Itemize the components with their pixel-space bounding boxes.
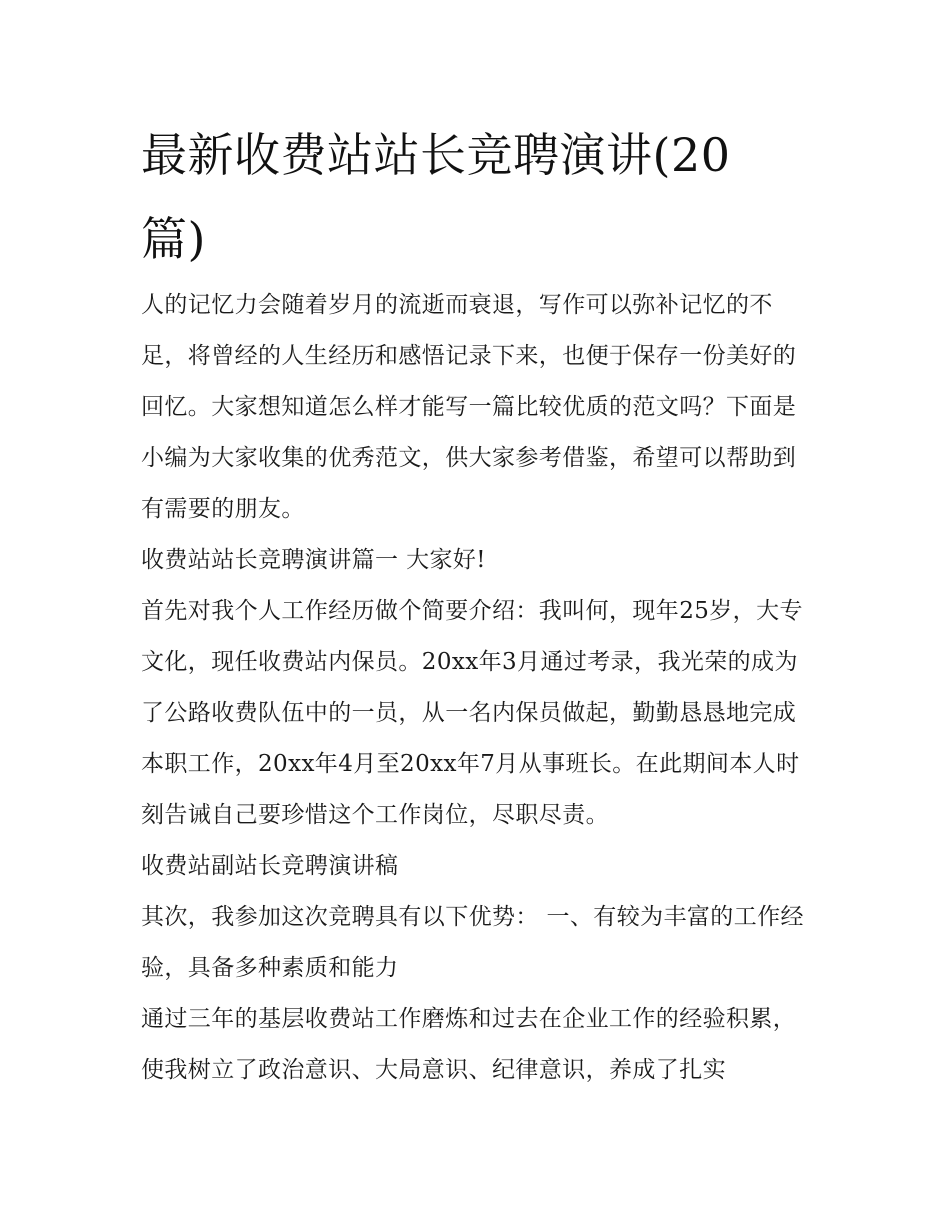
advantages-paragraph: 其次，我参加这次竞聘具有以下优势： 一、有较为丰富的工作经验，具备多种素质和能力 [141,904,804,981]
document-title-line-2: 篇) [141,212,206,266]
section-heading-1: 收费站站长竞聘演讲篇一 大家好! [141,547,486,573]
experience-paragraph: 通过三年的基层收费站工作磨炼和过去在企业工作的经验积累，使我树立了政治意识、大局意识、纪律意识，养成了扎实 [141,1006,797,1083]
intro-paragraph: 人的记忆力会随着岁月的流逝而衰退，写作可以弥补记忆的不足，将曾经的人生经历和感悟记录下来，也便于保存一份美好的回忆。大家想知道怎么样才能写一篇比较优质的范文吗？下面是小编为大家收集的优秀范文，供大家参考借鉴，希望可以帮助到有需要的朋友。 [141,292,797,522]
subheading-deputy-speech: 收费站副站长竞聘演讲稿 [141,853,399,879]
document-title [141,113,801,281]
self-introduction-paragraph: 首先对我个人工作经历做个简要介绍：我叫何，现年25岁，大专文化，现任收费站内保员。20xx年3月通过考录，我光荣的成为了公路收费队伍中的一员，从一名内保员做起，勤勤恳恳地完成本职工作，20xx年4月至20xx年7月从事班长。在此期间本人时刻告诫自己要珍惜这个工作岗位，尽职尽责。 [141,598,803,828]
document-body [141,280,813,1096]
document-title-line-1: 最新收费站站长竞聘演讲(20 [141,128,731,182]
